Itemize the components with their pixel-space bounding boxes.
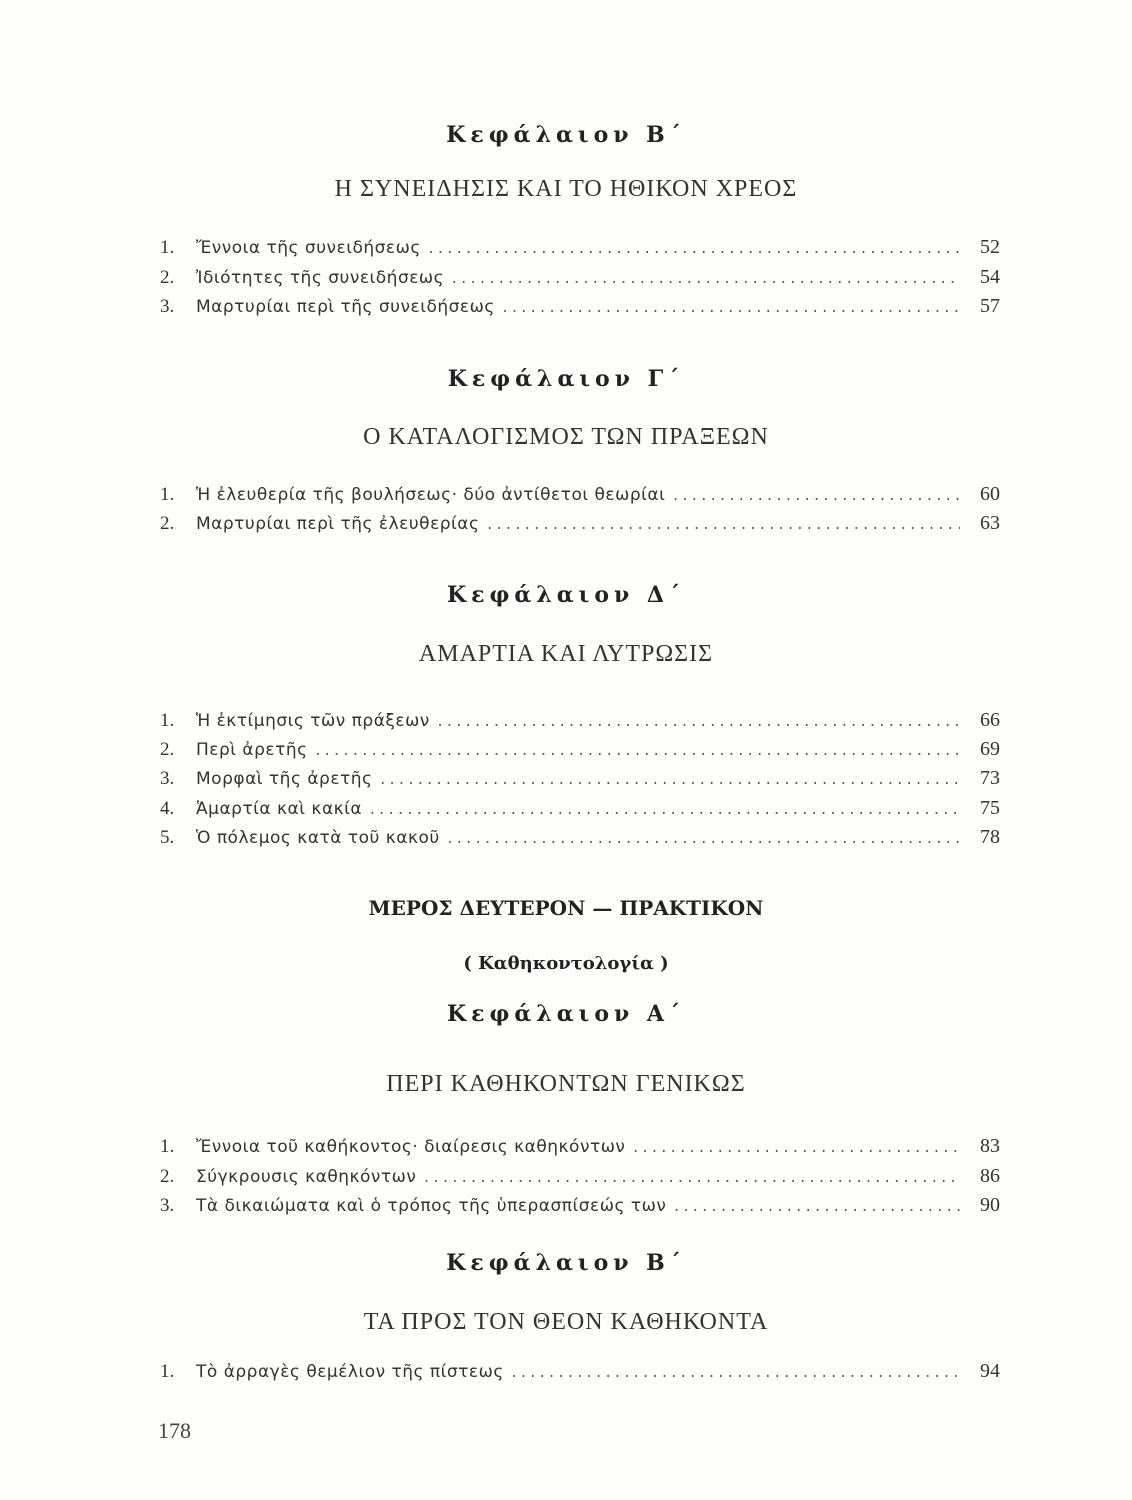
toc-entry (160, 709, 1000, 735)
entry-title: Ἔννοια τοῦ καθήκοντος· διαίρεσις καθηκόντων (196, 1137, 626, 1157)
page-number: 178 (158, 1418, 191, 1443)
entry-page: 57 (980, 295, 1000, 317)
entry-number: 2. (160, 267, 175, 288)
entry-page: 60 (980, 483, 1000, 505)
toc-entry (160, 512, 1000, 538)
toc-entry (160, 1135, 1000, 1161)
section-title: ΤΑ ΠΡΟΣ ΤΟΝ ΘΕΟΝ ΚΑΘΗΚΟΝΤΑ (363, 1309, 769, 1335)
chapter-heading: Κεφάλαιον Β΄ (446, 1250, 686, 1276)
dot-leader (379, 773, 961, 789)
chapter-heading: Κεφάλαιον Α΄ (447, 1001, 685, 1027)
dot-leader (368, 803, 960, 819)
dot-leader (672, 1200, 960, 1216)
entry-number: 3. (160, 1195, 175, 1216)
section-title: Η ΣΥΝΕΙΔΗΣΙΣ ΚΑΙ ΤΟ ΗΘΙΚΟΝ ΧΡΕΟΣ (334, 176, 798, 202)
entry-title: Τὸ ἀρραγὲς θεμέλιον τῆς πίστεως (196, 1362, 504, 1382)
entry-title: Ὁ πόλεμος κατὰ τοῦ κακοῦ (196, 828, 440, 848)
toc-entry (160, 266, 1000, 292)
toc-entry (160, 1165, 1000, 1191)
toc-entry (160, 236, 1000, 262)
entry-title: Ἡ ἐκτίμησις τῶν πράξεων (196, 711, 430, 731)
entry-title: Ἰδιότητες τῆς συνειδήσεως (196, 268, 445, 288)
entry-page: 52 (980, 236, 1000, 258)
entry-number: 5. (160, 827, 175, 848)
toc-entry (160, 1360, 1000, 1386)
entry-page: 86 (980, 1165, 1000, 1187)
entry-page: 83 (980, 1135, 1000, 1157)
entry-page: 69 (980, 738, 1000, 760)
entry-page: 73 (980, 767, 1000, 789)
entry-title: Ἡ ἐλευθερία τῆς βουλήσεως· δύο ἀντίθετοι θεωρίαι (196, 485, 666, 505)
entry-page: 90 (980, 1194, 1000, 1216)
dot-leader (671, 489, 960, 505)
entry-page: 78 (980, 826, 1000, 848)
part-title: ΜΕΡΟΣ ΔΕΥΤΕΡΟΝ — ΠΡΑΚΤΙΚΟΝ (368, 896, 764, 920)
entry-number: 3. (160, 768, 175, 789)
chapter-heading: Κεφάλαιον Γ΄ (447, 366, 685, 392)
dot-leader (422, 1171, 960, 1187)
entry-page: 63 (980, 512, 1000, 534)
chapter-heading: Κεφάλαιον Β΄ (446, 122, 686, 148)
entry-title: Μαρτυρίαι περὶ τῆς ἐλευθερίας (196, 514, 480, 534)
toc-entry (160, 483, 1000, 509)
entry-number: 3. (160, 296, 175, 317)
dot-leader (436, 715, 960, 731)
toc-entry (160, 295, 1000, 321)
dot-leader (450, 272, 960, 288)
entry-number: 4. (160, 798, 175, 819)
entry-number: 2. (160, 513, 175, 534)
entry-title: Σύγκρουσις καθηκόντων (196, 1167, 417, 1187)
entry-number: 1. (160, 1361, 175, 1382)
section-title: ΠΕΡΙ ΚΑΘΗΚΟΝΤΩΝ ΓΕΝΙΚΩΣ (386, 1071, 746, 1097)
part-subtitle: ( Καθηκοντολογία ) (463, 953, 669, 974)
dot-leader (427, 242, 960, 258)
toc-entry (160, 826, 1000, 852)
entry-title: Τὰ δικαιώματα καὶ ὁ τρόπος τῆς ὑπερασπίσεώς των (196, 1196, 667, 1216)
section-title: ΑΜΑΡΤΙΑ ΚΑΙ ΛΥΤΡΩΣΙΣ (418, 641, 714, 667)
toc-entry (160, 738, 1000, 764)
toc-entry (160, 767, 1000, 793)
toc-entry (160, 1194, 1000, 1220)
entry-page: 66 (980, 709, 1000, 731)
dot-leader (446, 832, 960, 848)
dot-leader (501, 301, 960, 317)
dot-leader (631, 1141, 960, 1157)
entry-title: Μαρτυρίαι περὶ τῆς συνειδήσεως (196, 297, 495, 317)
entry-page: 75 (980, 797, 1000, 819)
dot-leader (510, 1366, 960, 1382)
entry-number: 2. (160, 739, 175, 760)
section-title: Ο ΚΑΤΑΛΟΓΙΣΜΟΣ ΤΩΝ ΠΡΑΞΕΩΝ (363, 424, 769, 450)
entry-title: Ἔννοια τῆς συνειδήσεως (196, 238, 421, 258)
entry-title: Περὶ ἀρετῆς (196, 740, 308, 760)
chapter-heading: Κεφάλαιον Δ΄ (447, 582, 685, 608)
entry-page: 54 (980, 266, 1000, 288)
toc-entry (160, 797, 1000, 823)
entry-page: 94 (980, 1360, 1000, 1382)
dot-leader (314, 744, 960, 760)
dot-leader (486, 518, 961, 534)
entry-number: 1. (160, 484, 175, 505)
entry-title: Μορφαὶ τῆς ἀρετῆς (196, 769, 373, 789)
entry-number: 2. (160, 1166, 175, 1187)
entry-number: 1. (160, 710, 175, 731)
entry-title: Ἁμαρτία καὶ κακία (196, 799, 363, 819)
entry-number: 1. (160, 237, 175, 258)
entry-number: 1. (160, 1136, 175, 1157)
